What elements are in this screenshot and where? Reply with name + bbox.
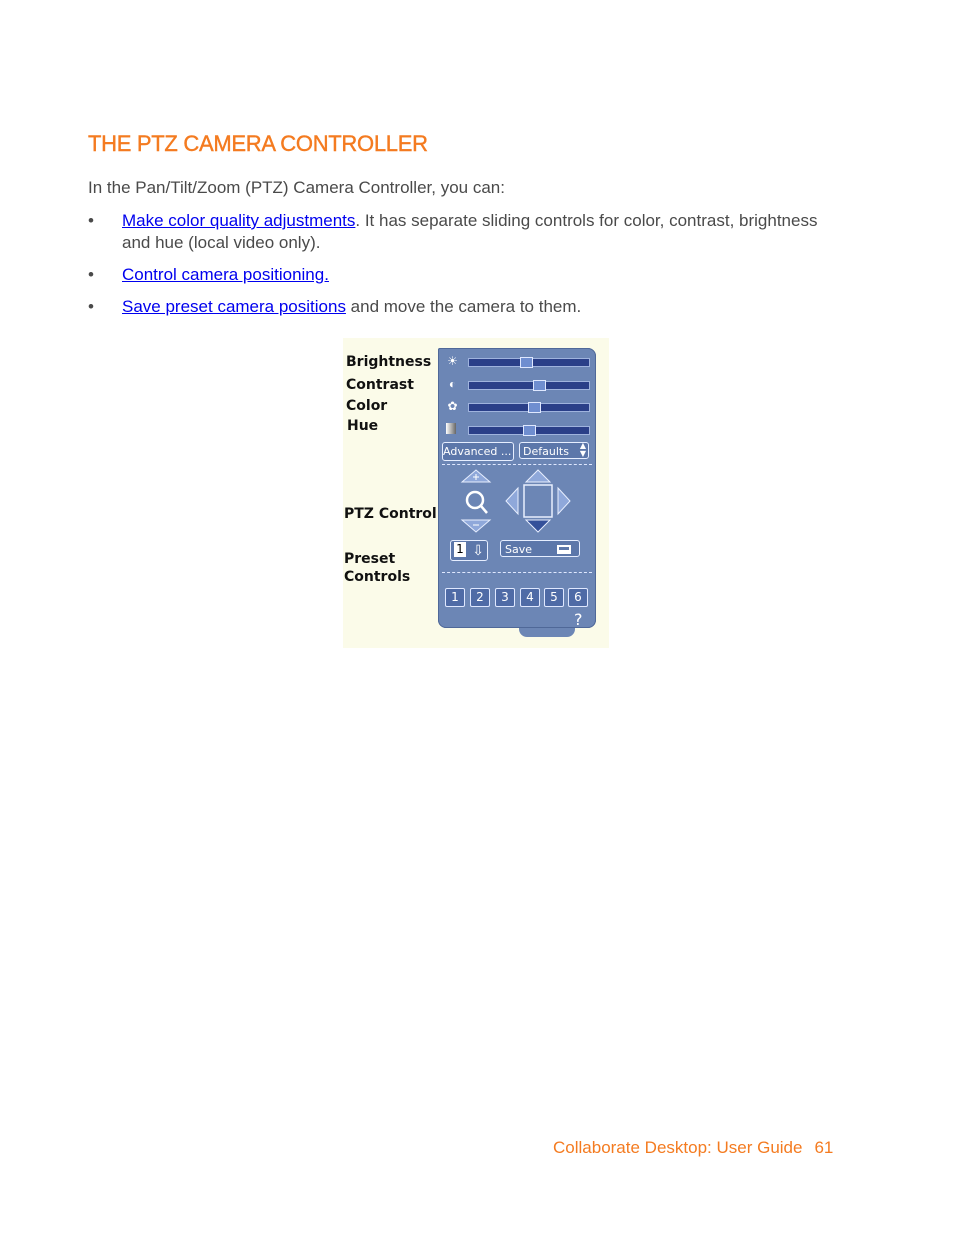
list-item [88,210,828,254]
ptz-control-pad[interactable] [456,468,586,538]
palette-icon: ✿ [447,399,458,413]
feature-list [88,210,828,328]
list-item-text: and move the camera to them. [345,297,582,316]
slider-thumb[interactable] [533,380,546,391]
spinner-arrows-icon: ▲ ▼ [579,442,586,458]
section-heading: THE PTZ CAMERA CONTROLLER [88,131,428,156]
zoom-out-icon [462,520,490,532]
help-button[interactable]: ? [574,610,583,629]
brightness-label: Brightness [346,354,432,370]
brightness-slider[interactable] [446,355,590,369]
bullet-glyph: • [88,265,94,284]
controls-label: Controls [344,569,411,585]
hue-slider[interactable] [446,423,590,437]
zoom-in-icon [462,470,490,482]
divider [442,464,592,465]
preset-button-2[interactable]: 2 [470,588,490,607]
color-label: Color [346,398,388,414]
slider-track [468,381,590,390]
save-button-label: Save [505,543,533,556]
bullet-glyph: • [88,211,94,230]
advanced-button[interactable]: Advanced ... [442,442,514,461]
defaults-button[interactable] [519,442,589,459]
hue-label: Hue [347,418,379,434]
list-item [88,296,828,318]
contrast-icon: ◐ [448,377,457,391]
divider [442,572,592,573]
intro-paragraph: In the Pan/Tilt/Zoom (PTZ) Camera Controller, you can: [88,178,505,197]
gradient-icon [446,423,456,434]
slider-thumb[interactable] [523,425,536,436]
slider-track [468,358,590,367]
preset-button-4[interactable]: 4 [520,588,540,607]
list-item-text: . It has separate sliding controls for color, contrast, brightness and hue (local video only). [122,211,818,252]
preset-button-1[interactable]: 1 [445,588,465,607]
footer-title: Collaborate Desktop: User Guide [553,1138,803,1157]
page-footer [553,1138,833,1158]
preset-positions-link[interactable]: Save preset camera positions [122,297,346,316]
color-slider[interactable] [446,400,590,414]
ptz-control-label: PTZ Control [344,506,437,522]
pan-tilt-arrows-icon [506,470,570,532]
camera-positioning-link[interactable]: Control camera positioning. [122,265,329,284]
controller-panel [438,348,596,628]
save-disk-icon [557,545,571,554]
ptz-controller-screenshot [343,338,609,648]
preset-button-6[interactable]: 6 [568,588,588,607]
slider-track [468,426,590,435]
defaults-button-label: Defaults [523,445,569,458]
preset-button-3[interactable]: 3 [495,588,515,607]
slider-track [468,403,590,412]
magnifier-icon [467,492,487,513]
sun-icon: ☀ [447,354,458,368]
arrow-down-icon: ⇩ [472,542,484,558]
contrast-slider[interactable] [446,378,590,392]
slider-thumb[interactable] [528,402,541,413]
preset-selected-value: 1 [454,542,466,557]
preset-button-5[interactable]: 5 [544,588,564,607]
save-button[interactable] [500,540,580,557]
slider-thumb[interactable] [520,357,533,368]
bullet-glyph: • [88,297,94,316]
preset-selector[interactable] [450,540,488,561]
contrast-label: Contrast [346,377,414,393]
list-item [88,264,828,286]
preset-label: Preset [344,551,396,567]
page-number: 61 [814,1138,834,1157]
color-quality-link[interactable]: Make color quality adjustments [122,211,356,230]
